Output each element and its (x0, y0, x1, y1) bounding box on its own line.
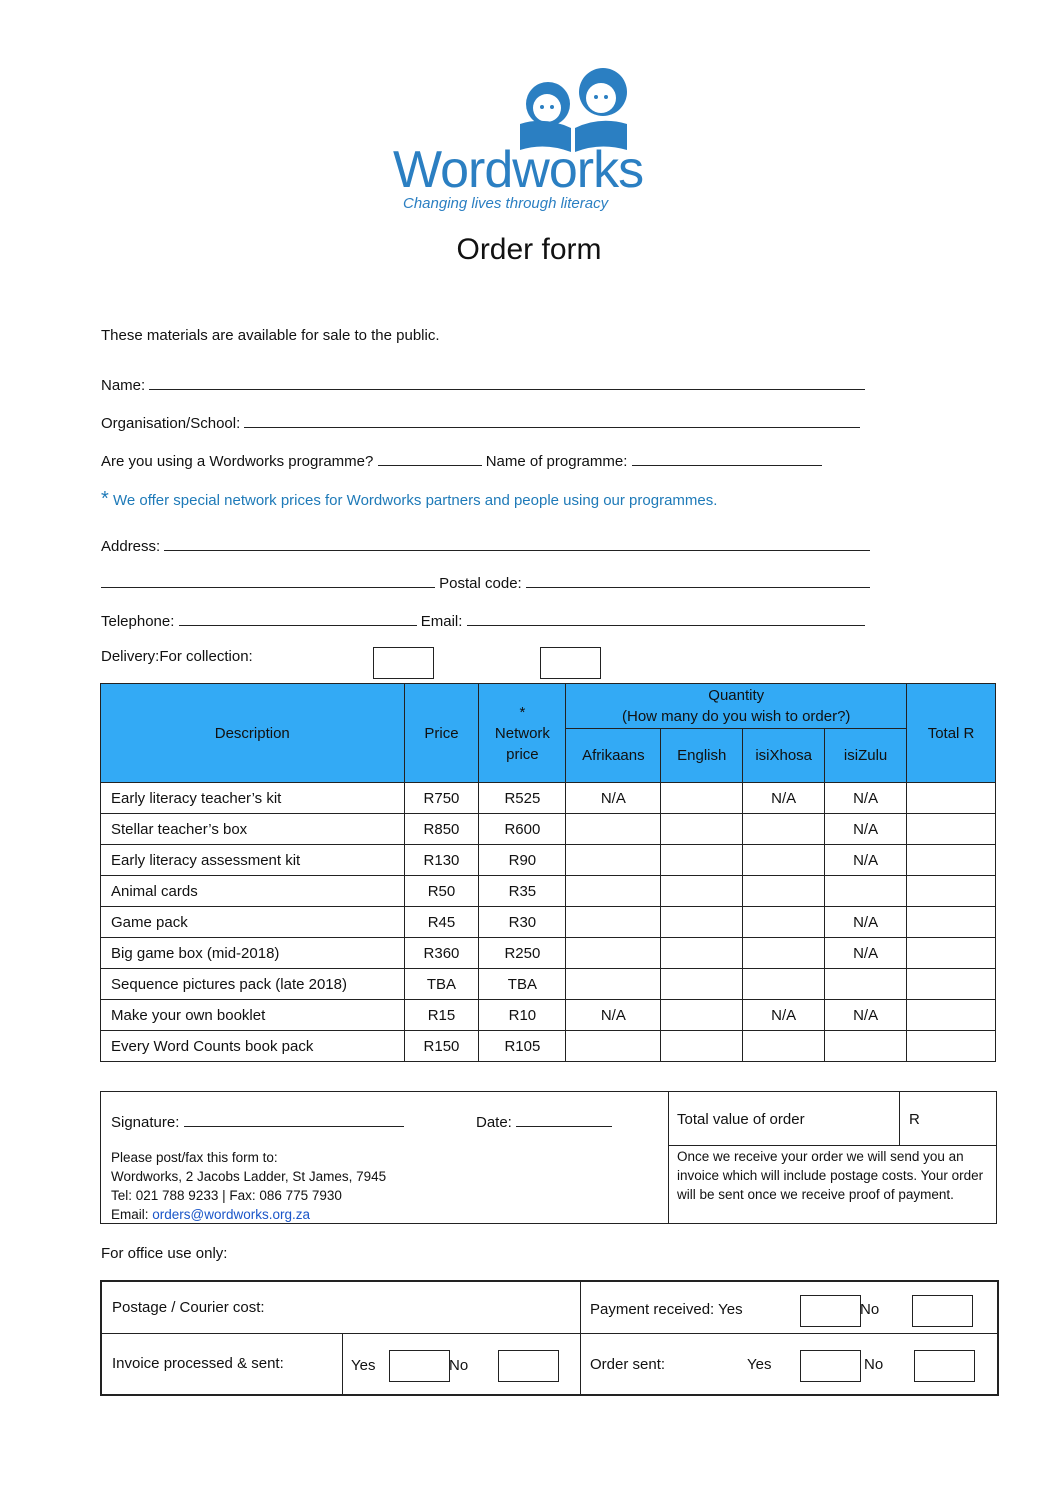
delivery-label: Delivery:For collection: (101, 648, 253, 665)
row-qty-english[interactable] (661, 969, 743, 1000)
row-total[interactable] (907, 969, 996, 1000)
header-network-star: * (519, 703, 526, 721)
invoice-no-checkbox[interactable] (498, 1350, 559, 1382)
using-programme-label: Are you using a Wordworks programme? (101, 453, 374, 470)
using-programme-field[interactable] (378, 450, 482, 466)
address-field-2[interactable] (101, 572, 435, 588)
row-qty-isixhosa: N/A (743, 1000, 825, 1031)
date-field[interactable] (516, 1111, 612, 1127)
header-quantity-sub: (How many do you wish to order?) (622, 708, 851, 725)
row-description: Early literacy assessment kit (101, 845, 405, 876)
row-description: Big game box (mid-2018) (101, 938, 405, 969)
email-field[interactable] (467, 610, 865, 626)
collection-checkbox[interactable] (540, 647, 601, 679)
header-price: Price (404, 684, 479, 783)
row-price: R150 (404, 1031, 479, 1062)
row-price: R15 (404, 1000, 479, 1031)
row-qty-english[interactable] (661, 783, 743, 814)
delivery-checkbox[interactable] (373, 647, 434, 679)
network-note-star: * (101, 488, 109, 510)
postal-code-field[interactable] (526, 572, 870, 588)
row-qty-english[interactable] (661, 907, 743, 938)
network-note-text: We offer special network prices for Wordworks partners and people using our programmes. (112, 492, 718, 509)
row-total[interactable] (907, 938, 996, 969)
row-qty-isizulu[interactable] (825, 969, 907, 1000)
network-note (101, 488, 717, 511)
row-network-price: R10 (479, 1000, 566, 1031)
row-qty-isixhosa[interactable] (743, 876, 825, 907)
invoice-yes-checkbox[interactable] (389, 1350, 450, 1382)
order-sent-label: Order sent: (590, 1356, 666, 1373)
row-description: Every Word Counts book pack (101, 1031, 405, 1062)
row-network-price: R600 (479, 814, 566, 845)
row-network-price: R105 (479, 1031, 566, 1062)
name-row (101, 374, 865, 394)
header-network-price (479, 684, 566, 783)
payment-yes-checkbox[interactable] (800, 1295, 861, 1327)
row-description: Game pack (101, 907, 405, 938)
row-description: Sequence pictures pack (late 2018) (101, 969, 405, 1000)
row-qty-isixhosa[interactable] (743, 814, 825, 845)
postage-label: Postage / Courier cost: (112, 1299, 265, 1316)
post-email-row (111, 1205, 386, 1224)
post-to-label: Please post/fax this form to: (111, 1150, 278, 1165)
name-field[interactable] (149, 374, 865, 390)
row-qty-isizulu: N/A (825, 1000, 907, 1031)
row-qty-isizulu: N/A (825, 845, 907, 876)
row-qty-afrikaans[interactable] (566, 907, 661, 938)
row-qty-afrikaans[interactable] (566, 845, 661, 876)
row-qty-english[interactable] (661, 1000, 743, 1031)
row-qty-isixhosa[interactable] (743, 969, 825, 1000)
programme-name-field[interactable] (632, 450, 822, 466)
row-qty-isizulu[interactable] (825, 876, 907, 907)
header-quantity-label: Quantity (708, 687, 765, 704)
row-qty-isixhosa[interactable] (743, 1031, 825, 1062)
header-isixhosa: isiXhosa (743, 729, 825, 783)
organisation-label: Organisation/School: (101, 415, 241, 432)
header-description: Description (101, 684, 405, 783)
office-heading: For office use only: (101, 1245, 228, 1262)
payment-no-label: No (860, 1301, 880, 1318)
row-qty-afrikaans[interactable] (566, 876, 661, 907)
order-sent-yes-checkbox[interactable] (800, 1350, 861, 1382)
order-sent-yes-label: Yes (747, 1356, 772, 1373)
row-qty-afrikaans[interactable] (566, 938, 661, 969)
row-qty-english[interactable] (661, 876, 743, 907)
order-sent-no-label: No (864, 1356, 884, 1373)
row-qty-english[interactable] (661, 845, 743, 876)
office-box (100, 1280, 999, 1396)
invoice-no-label: No (449, 1357, 469, 1374)
row-price: R850 (404, 814, 479, 845)
table-row (101, 845, 996, 876)
header-total: Total R (907, 684, 996, 783)
row-total[interactable] (907, 907, 996, 938)
invoice-label: Invoice processed & sent: (112, 1355, 284, 1372)
logo-wordmark: Wordworks (393, 141, 644, 199)
row-qty-isixhosa: N/A (743, 783, 825, 814)
order-table (100, 683, 996, 1062)
row-network-price: R90 (479, 845, 566, 876)
row-qty-english[interactable] (661, 938, 743, 969)
date-row (476, 1111, 612, 1131)
row-total[interactable] (907, 1000, 996, 1031)
email-label: Email: (420, 613, 463, 630)
row-network-price: R525 (479, 783, 566, 814)
post-email-label: Email: (111, 1207, 149, 1222)
row-total[interactable] (907, 1031, 996, 1062)
row-price: R750 (404, 783, 479, 814)
total-value-field[interactable]: R (909, 1111, 920, 1128)
row-qty-afrikaans: N/A (566, 783, 661, 814)
row-qty-english[interactable] (661, 814, 743, 845)
row-price: R130 (404, 845, 479, 876)
row-qty-isixhosa[interactable] (743, 938, 825, 969)
address-label: Address: (101, 538, 161, 555)
row-network-price: R250 (479, 938, 566, 969)
table-row (101, 907, 996, 938)
row-description: Animal cards (101, 876, 405, 907)
table-row (101, 814, 996, 845)
intro-text: These materials are available for sale to the public. (101, 327, 440, 344)
row-qty-afrikaans: N/A (566, 1000, 661, 1031)
row-qty-isizulu: N/A (825, 814, 907, 845)
invoice-yes-label: Yes (351, 1357, 376, 1374)
row-qty-isizulu: N/A (825, 938, 907, 969)
table-row (101, 876, 996, 907)
header-isizulu: isiZulu (825, 729, 907, 783)
row-network-price: R35 (479, 876, 566, 907)
telephone-field[interactable] (179, 610, 417, 626)
address-postal-row (101, 572, 870, 592)
row-price: R360 (404, 938, 479, 969)
header-quantity (566, 684, 907, 729)
payment-no-checkbox[interactable] (912, 1295, 973, 1327)
row-qty-isizulu[interactable] (825, 1031, 907, 1062)
row-description: Early literacy teacher’s kit (101, 783, 405, 814)
organisation-field[interactable] (244, 412, 860, 428)
address-row (101, 535, 870, 555)
post-instructions (111, 1148, 386, 1224)
row-qty-isizulu: N/A (825, 907, 907, 938)
orders-email-link[interactable]: orders@wordworks.org.za (152, 1207, 311, 1222)
table-row (101, 1000, 996, 1031)
signature-box (100, 1091, 997, 1224)
signature-label: Signature: (111, 1114, 180, 1131)
logo (385, 62, 675, 217)
row-price: R45 (404, 907, 479, 938)
row-qty-afrikaans[interactable] (566, 814, 661, 845)
row-qty-afrikaans[interactable] (566, 969, 661, 1000)
programme-row (101, 450, 822, 470)
signature-row (111, 1111, 404, 1131)
programme-name-label: Name of programme: (485, 453, 628, 470)
row-network-price: TBA (479, 969, 566, 1000)
header-network-label: Network price (494, 724, 550, 763)
row-qty-isixhosa[interactable] (743, 907, 825, 938)
page-title: Order form (456, 233, 602, 266)
payment-received-label: Payment received: Yes (590, 1301, 743, 1318)
table-row (101, 783, 996, 814)
post-address: Wordworks, 2 Jacobs Ladder, St James, 7945 (111, 1169, 387, 1184)
address-field[interactable] (164, 535, 870, 551)
organisation-row (101, 412, 860, 432)
telephone-label: Telephone: (101, 613, 175, 630)
row-total[interactable] (907, 814, 996, 845)
name-label: Name: (101, 377, 146, 394)
row-total[interactable] (907, 783, 996, 814)
table-row (101, 969, 996, 1000)
contact-row (101, 610, 865, 630)
row-description: Make your own booklet (101, 1000, 405, 1031)
row-qty-english[interactable] (661, 1031, 743, 1062)
logo-tagline: Changing lives through literacy (403, 195, 609, 212)
date-label: Date: (476, 1114, 512, 1131)
row-qty-isizulu: N/A (825, 783, 907, 814)
table-row (101, 1031, 996, 1062)
row-total[interactable] (907, 876, 996, 907)
header-afrikaans: Afrikaans (566, 729, 661, 783)
total-value-label: Total value of order (677, 1111, 805, 1128)
table-row (101, 938, 996, 969)
row-price: TBA (404, 969, 479, 1000)
post-tel-fax: Tel: 021 788 9233 | Fax: 086 775 7930 (111, 1188, 342, 1203)
row-qty-isixhosa[interactable] (743, 845, 825, 876)
row-total[interactable] (907, 845, 996, 876)
signature-field[interactable] (184, 1111, 404, 1127)
order-sent-no-checkbox[interactable] (914, 1350, 975, 1382)
row-price: R50 (404, 876, 479, 907)
row-description: Stellar teacher’s box (101, 814, 405, 845)
row-network-price: R30 (479, 907, 566, 938)
header-english: English (661, 729, 743, 783)
invoice-note: Once we receive your order we will send you an invoice which will include postage costs. Your order will be sent once we receive proof of payment. (677, 1149, 984, 1202)
postal-code-label: Postal code: (439, 575, 522, 592)
row-qty-afrikaans[interactable] (566, 1031, 661, 1062)
